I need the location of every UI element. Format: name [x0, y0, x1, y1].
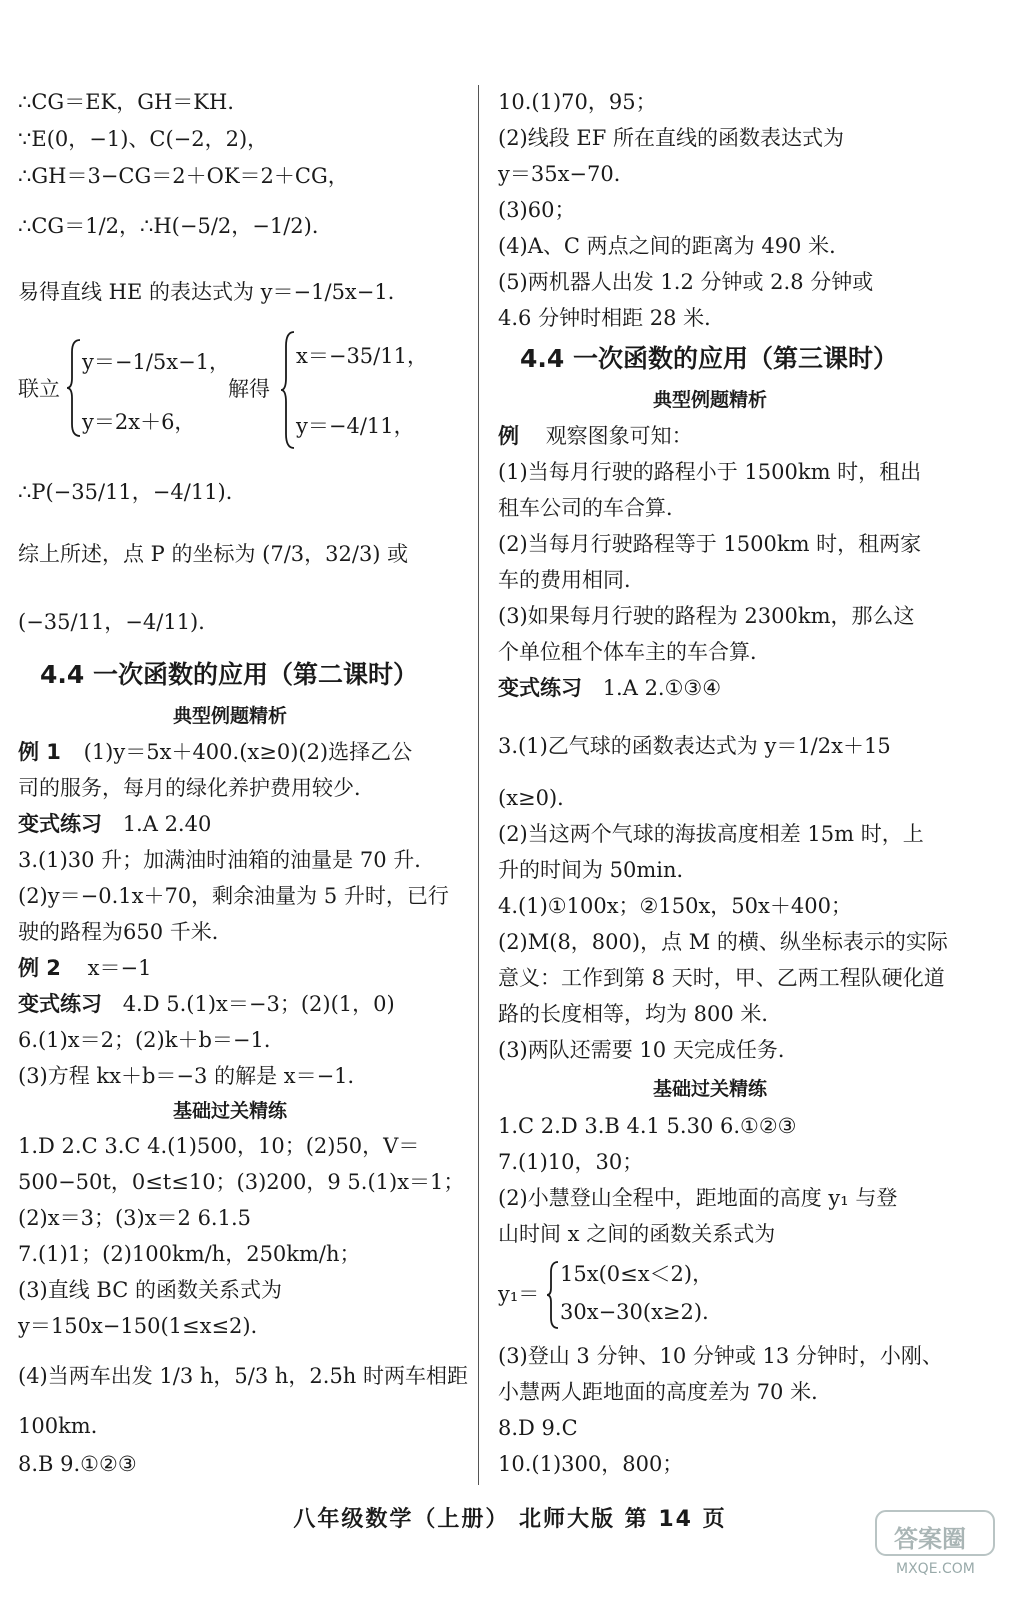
text-line: (3)60； [498, 198, 576, 222]
example-label: 例 1 [18, 740, 61, 764]
subsection-title: 典型例题精析 [173, 705, 288, 727]
practice-label: 变式练习 [498, 676, 582, 700]
text-line: 3.(1)乙气球的函数表达式为 y＝1/2x＋15 [498, 734, 891, 758]
text-line: (x≥0)． [498, 786, 579, 810]
section-title: 4.4 一次函数的应用（第三课时） [520, 344, 898, 373]
logo-title: 答案圈 [894, 1525, 966, 1553]
text-line: 1.D 2.C 3.C 4.(1)500，10；(2)50，V＝ [18, 1134, 420, 1158]
text-line: (3)如果每月行驶的路程为 2300km，那么这 [498, 604, 915, 628]
example-label: 例 2 [18, 956, 61, 980]
text-line: y＝35x−70． [498, 162, 635, 186]
text-line: ∵E(0，−1)、C(−2，2)， [18, 127, 269, 151]
text-line: 意义：工作到第 8 天时，甲、乙两工程队硬化道 [498, 966, 945, 990]
text-line: (3)方程 kx＋b＝−3 的解是 x＝−1． [18, 1064, 369, 1088]
text-line: (1)当每月行驶的路程小于 1500km 时，租出 [498, 460, 922, 484]
text-line: (2)M(8，800)，点 M 的横、纵坐标表示的实际 [498, 930, 948, 954]
text-line: ∴CG＝1/2，∴H(−5/2，−1/2)． [18, 214, 333, 238]
text-line: 4.(1)①100x；②150x，50x＋400； [498, 894, 852, 918]
equation-system [18, 330, 468, 450]
column-divider [478, 85, 479, 1485]
text-line: 例 2 x＝−1 [18, 956, 152, 980]
text-line: (2)线段 EF 所在直线的函数表达式为 [498, 126, 844, 150]
text-line: (4)当两车出发 1/3 h，5/3 h，2.5h 时两车相距 [18, 1364, 469, 1388]
text-line: y＝150x−150(1≤x≤2)． [18, 1314, 272, 1338]
brace-icon [66, 338, 82, 438]
text-line: (2)小慧登山全程中，距地面的高度 y₁ 与登 [498, 1186, 898, 1210]
equation-line: 30x−30(x≥2)． [560, 1300, 724, 1324]
text-line: 司的服务，每月的绿化养护费用较少． [18, 776, 375, 800]
practice-label: 变式练习 [18, 992, 102, 1016]
text-line: 10.(1)70，95； [498, 90, 657, 114]
equation-line: y＝−4/11， [296, 414, 415, 438]
example-label: 例 [498, 424, 519, 448]
text-line: 7.(1)10，30； [498, 1150, 644, 1174]
subsection-title: 基础过关精练 [653, 1078, 768, 1100]
text-line: (2)当这两个气球的海拔高度相差 15m 时，上 [498, 822, 924, 846]
text-line: (2)y＝−0.1x＋70，剩余油量为 5 升时，已行 [18, 884, 449, 908]
text-line: (−35/11，−4/11)． [18, 610, 220, 634]
text-line: 车的费用相同． [498, 568, 645, 592]
brace-icon [546, 1260, 560, 1330]
text-line: 个单位租个体车主的车合算． [498, 640, 771, 664]
text-line: ∴GH＝3−CG＝2＋OK＝2＋CG， [18, 164, 349, 188]
text-line: 驶的路程为650 千米． [18, 920, 233, 944]
equation-line: x＝−35/11， [296, 344, 428, 368]
text-label: 解得 [228, 377, 270, 401]
subsection-title: 基础过关精练 [173, 1100, 288, 1122]
text-label: y₁＝ [498, 1282, 540, 1306]
text-line: 8.B 9.①②③ [18, 1452, 137, 1476]
page-footer: 八年级数学（上册） 北师大版 第 14 页 [293, 1507, 727, 1532]
text-line: 易得直线 HE 的表达式为 y＝−1/5x−1． [18, 280, 409, 304]
section-title: 4.4 一次函数的应用（第二课时） [40, 660, 418, 689]
practice-label: 变式练习 [18, 812, 102, 836]
equation-line: 15x(0≤x＜2)， [560, 1262, 714, 1286]
text-line: 综上所述，点 P 的坐标为 (7/3，32/3) 或 [18, 542, 409, 566]
text-line: 100km． [18, 1414, 112, 1438]
text-line: 1.C 2.D 3.B 4.1 5.30 6.①②③ [498, 1114, 797, 1138]
text-line: 变式练习 4.D 5.(1)x＝−3；(2)(1，0) [18, 992, 395, 1016]
text-line: (2)x＝3；(3)x＝2 6.1.5 [18, 1206, 252, 1230]
text-line: ∴P(−35/11，−4/11)． [18, 480, 247, 504]
subsection-title: 典型例题精析 [653, 389, 768, 411]
text-line: 变式练习 1.A 2.①③④ [498, 676, 722, 700]
equation-line: y＝−1/5x−1， [82, 350, 231, 374]
text-line: (3)直线 BC 的函数关系式为 [18, 1278, 282, 1302]
text-line: (3)两队还需要 10 天完成任务． [498, 1038, 799, 1062]
text-line: 升的时间为 50min． [498, 858, 698, 882]
text-line: 10.(1)300，800； [498, 1452, 684, 1476]
text-line: 4.6 分钟时相距 28 米． [498, 306, 726, 330]
text-line: (2)当每月行驶路程等于 1500km 时，租两家 [498, 532, 922, 556]
text-line: 小慧两人距地面的高度差为 70 米． [498, 1380, 833, 1404]
watermark-logo [872, 1505, 1002, 1585]
equation-line: y＝2x＋6， [82, 410, 196, 434]
logo-url: MXQE.COM [896, 1561, 975, 1577]
text-line: 3.(1)30 升；加满油时油箱的油量是 70 升． [18, 848, 436, 872]
text-line: 例 观察图象可知： [498, 424, 693, 448]
text-line: ∴CG＝EK，GH＝KH． [18, 90, 249, 114]
text-line: (4)A、C 两点之间的距离为 490 米． [498, 234, 851, 258]
text-line: 变式练习 1.A 2.40 [18, 812, 212, 836]
text-line: 7.(1)1；(2)100km/h，250km/h； [18, 1242, 361, 1266]
text-line: (5)两机器人出发 1.2 分钟或 2.8 分钟或 [498, 270, 874, 294]
text-line: 6.(1)x＝2；(2)k＋b＝−1． [18, 1028, 285, 1052]
text-line: 路的长度相等，均为 800 米． [498, 1002, 783, 1026]
text-label: 联立 [18, 377, 60, 401]
brace-icon [280, 330, 296, 450]
text-line: 山时间 x 之间的函数关系式为 [498, 1222, 776, 1246]
text-line: 租车公司的车合算． [498, 496, 687, 520]
text-line: 例 1 (1)y＝5x＋400.(x≥0)(2)选择乙公 [18, 740, 413, 764]
text-line: 500−50t，0≤t≤10；(3)200，9 5.(1)x＝1； [18, 1170, 465, 1194]
text-line: 8.D 9.C [498, 1416, 578, 1440]
text-line: (3)登山 3 分钟、10 分钟或 13 分钟时，小刚、 [498, 1344, 943, 1368]
piecewise-function [498, 1256, 948, 1332]
